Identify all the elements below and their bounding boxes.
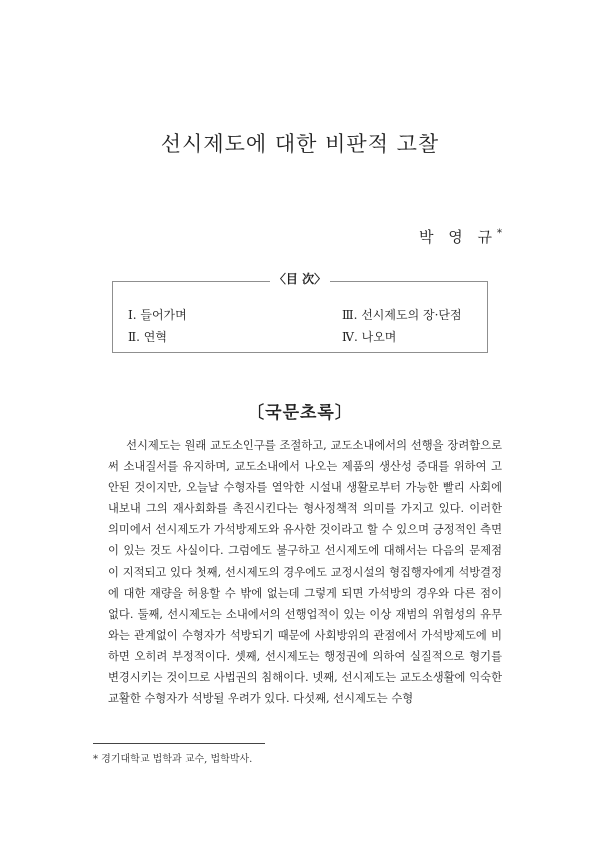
author-name-text: 박 영 규 bbox=[418, 228, 497, 246]
author-footnote-mark: * bbox=[497, 228, 502, 239]
toc-item-3: Ⅲ. 선시제도의 장·단점 bbox=[342, 308, 462, 322]
footnote-divider bbox=[93, 743, 265, 744]
toc-item-1: Ⅰ. 들어가며 bbox=[128, 308, 187, 322]
abstract-heading: 〔국문초록〕 bbox=[247, 403, 353, 423]
abstract-body: 선시제도는 원래 교도소인구를 조절하고, 교도소내에서의 선행을 장려함으로써 소내질서를 유지하며, 교도소내에서 나오는 제품의 생산성 증대를 위하여 고안된 것이지만, 오늘날 수형자를 열악한 시설내 생활로부터 가능한 빨리 사회에 내보내 그의 재사회화를 촉진시킨다는 형사정책적 의미를 가지고 있다. 이러한 의미에서 선시제도가 가석방제도와 유사한 것이라고 할 수 있으며 긍정적인 측면이 있는 것도 사실이다. 그럼에도 불구하고 선시제도에 대해서는 다음의 문제점이 지적되고 있다 첫째, 선시제도의 경우에도 교정시설의 형집행자에게 석방결정에 대한 재량을 허용할 수 밖에 없는데 그렇게 되면 가석방의 경우와 다른 점이 없다. 둘째, 선시제도는 소내에서의 선행업적이 있는 이상 재범의 위험성의 유무와는 관계없이 수형자가 석방되기 때문에 사회방위의 관점에서 가석방제도에 비하면 오히려 부정적이다. 셋째, 선시제도는 행정권에 의하여 실질적으로 형기를 변경시키는 것이므로 사법권의 침해이다. 넷째, 선시제도는 교도소생활에 익숙한 교활한 수형자가 석방될 우려가 있다. 다섯째, 선시제도는 수형 bbox=[108, 439, 502, 706]
toc-item-2: Ⅱ. 연혁 bbox=[128, 330, 167, 344]
paper-title: 선시제도에 대한 비판적 고찰 bbox=[160, 132, 440, 156]
author-name bbox=[419, 226, 502, 247]
toc-item-4: Ⅳ. 나오며 bbox=[342, 330, 397, 344]
toc-heading bbox=[0, 270, 600, 287]
toc-heading-text: 〈目 次〉 bbox=[270, 272, 330, 286]
author-footnote: * 경기대학교 법학과 교수, 법학박사. bbox=[93, 754, 253, 765]
